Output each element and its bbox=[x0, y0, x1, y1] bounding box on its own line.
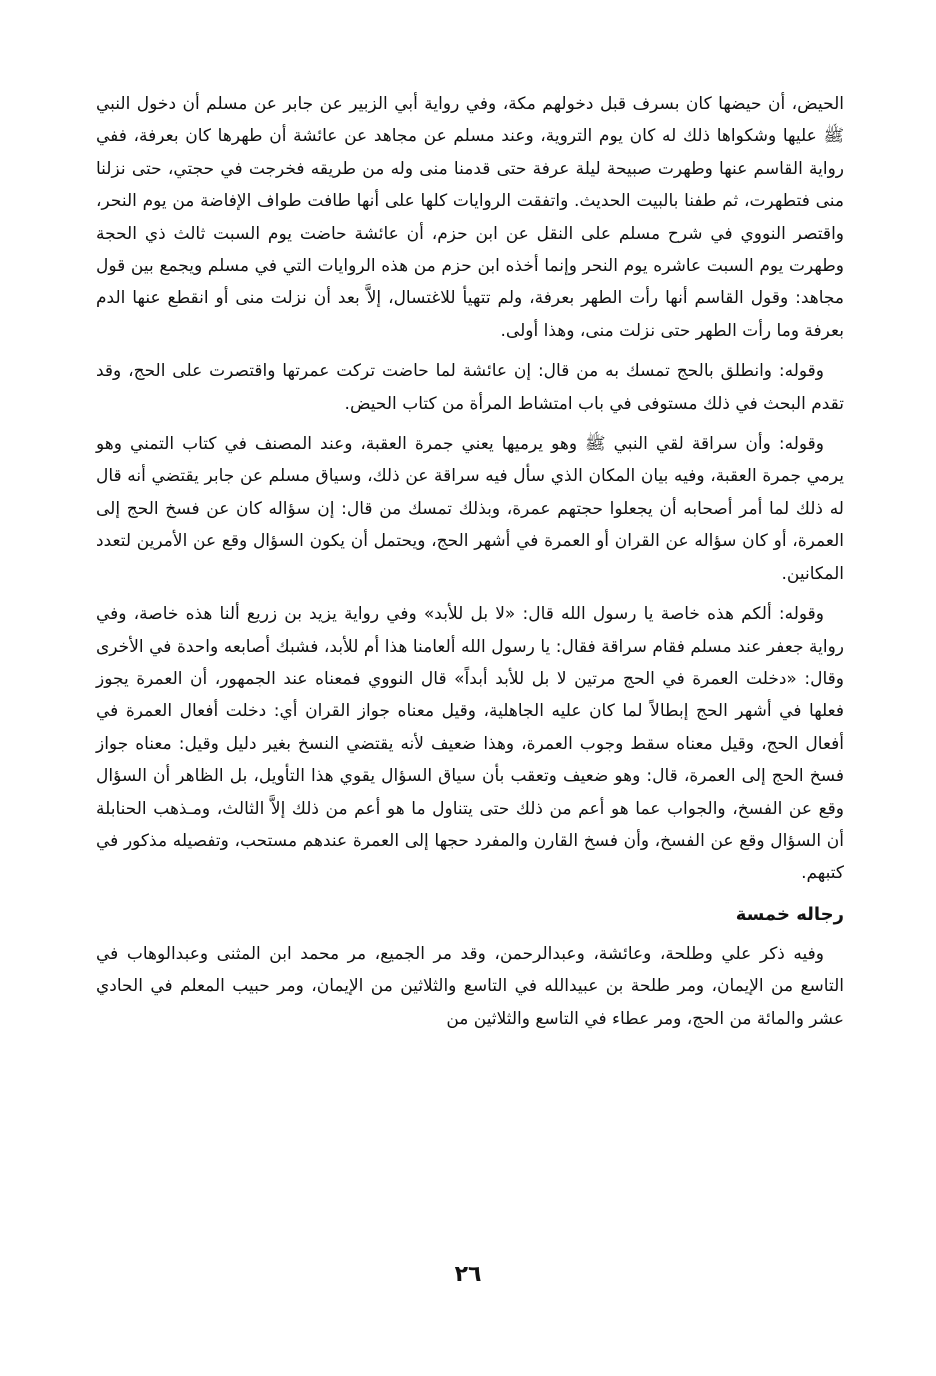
paragraph-3: وقوله: وأن سراقة لقي النبي ﷺ وهو يرميها يعني جمرة العقبة، وعند المصنف في كتاب التمني وهو يرمي جمرة العقبة، وفيه بيان المكان الذي سأل فيه سراقة عن ذلك، وسياق مسلم عن جابر يقتضي أنه قال له ذلك لما أمر أصحابه أن يجعلوا حجتهم عمرة، وبذلك تمسك من قال: إن سؤاله كان عن فسخ الحج إلى العمرة، أو كان سؤاله عن القران أو العمرة في أشهر الحج، ويحتمل أن يكون السؤال وقع عن الأمرين لتعدد المكانين. bbox=[96, 434, 844, 584]
paragraph-4: وقوله: ألكم هذه خاصة يا رسول الله قال: «لا بل للأبد» وفي رواية يزيد بن زريع ألنا هذه خاصة، وفي رواية جعفر عند مسلم فقام سراقة فقال: يا رسول الله ألعامنا هذا أم للأبد، فشبك أصابعه واحدة في الأخرى وقال: «دخلت العمرة في الحج مرتين لا بل للأبد أبداً» قال النووي فمعناه عند الجمهور، أن العمرة يجوز فعلها في أشهر الحج إبطالاً لما كان عليه الجاهلية، وقيل معناه جواز القران أي: دخلت أفعال العمرة في أفعال الحج، وقيل معناه سقط وجوب العمرة، وهذا ضعيف لأنه يقتضي النسخ بغير دليل وقيل: معناه جواز فسخ الحج إلى العمرة، قال: وهو ضعيف وتعقب بأن سياق السؤال يقوي هذا التأويل، بل الظاهر أن السؤال وقع عن الفسخ، والجواب عما هو أعم من ذلك حتى يتناول ما هو أعم من ذلك إلاَّ الثالث، ومـذهب الحنابلة أن السؤال وقع عن الفسخ، وأن فسخ القارن والمفرد حجها إلى العمرة عندهم مستحب، وتفصيله مذكور في كتبهم. bbox=[96, 604, 844, 884]
section-heading: رجاله خمسة bbox=[735, 903, 844, 925]
paragraph-1: الحيض، أن حيضها كان بسرف قبل دخولهم مكة، وفي رواية أبي الزبير عن جابر عن مسلم أن دخول النبي ﷺ عليها وشكواها ذلك له كان يوم التروية، وعند مسلم عن مجاهد عن عائشة أن طهرها كان بعرفة، ففي رواية القاسم عنها وطهرت صبيحة ليلة عرفة حتى قدمنا منى وله من طريقه فخرجت في حجتي، حتى نزلنا منى فتطهرت، ثم طفنا بالبيت الحديث. واتفقت الروايات كلها على أنها طافت طواف الإفاضة من يوم النحر، واقتصر النووي في شرح مسلم على النقل عن ابن حزم، أن عائشة حاضت يوم السبت ثالث ذي الحجة وطهرت يوم السبت عاشره يوم النحر وإنما أخذه ابن حزم من هذه الروايات التي في مسلم ويجمع بين قول مجاهد: وقول القاسم أنها رأت الطهر بعرفة، ولم تتهيأ للاغتسال، إلاَّ بعد أن نزلت منى أو انقطع عنها الدم بعرفة وما رأت الطهر حتى نزلت منى، وهذا أولى. bbox=[96, 94, 844, 341]
page-body bbox=[96, 88, 844, 1043]
paragraph-2: وقوله: وانطلق بالحج تمسك به من قال: إن عائشة لما حاضت تركت عمرتها واقتصرت على الحج، وقد تقدم البحث في ذلك مستوفى في باب امتشاط المرأة من كتاب الحيض. bbox=[96, 361, 844, 414]
section-paragraph: وفيه ذكر علي وطلحة، وعائشة، وعبدالرحمن، وقد مر الجميع، مر محمد ابن المثنى وعبدالوهاب في التاسع من الإيمان، ومر طلحة بن عبيدالله في التاسع والثلاثين من الإيمان، ومر حبيب المعلم في الحادي عشر والمائة من الحج، ومر عطاء في التاسع والثلاثين من bbox=[96, 943, 844, 1029]
page-number: ٢٦ bbox=[454, 1262, 482, 1287]
